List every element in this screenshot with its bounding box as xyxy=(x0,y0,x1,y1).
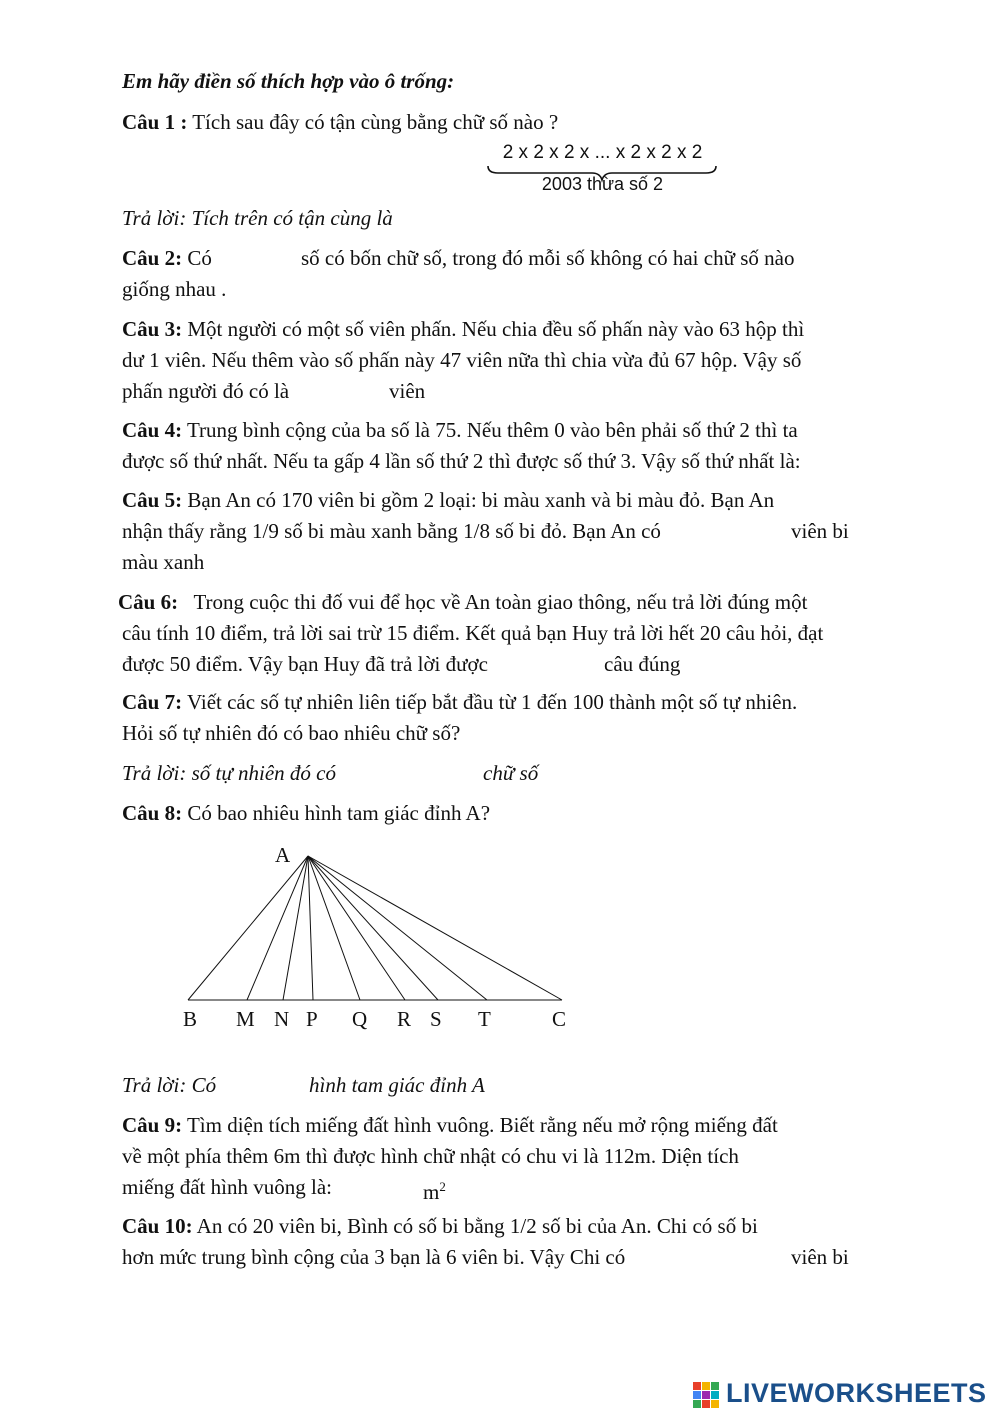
question-6-line-3: được 50 điểm. Vậy bạn Huy đã trả lời được xyxy=(122,652,488,676)
formula-product: 2 x 2 x 2 x ... x 2 x 2 x 2 xyxy=(502,142,703,163)
question-2-label: Câu 2: xyxy=(122,246,183,270)
segment-AT xyxy=(308,856,487,1000)
segment-AN xyxy=(283,856,308,1000)
question-2 xyxy=(122,245,212,271)
question-6 xyxy=(118,589,807,615)
figure-lines xyxy=(188,856,562,1000)
liveworksheets-logo xyxy=(692,1378,992,1408)
segment-AB xyxy=(188,856,308,1000)
question-8-answer: Trả lời: Có xyxy=(122,1073,217,1097)
formula-count: 2003 thừa số 2 xyxy=(541,174,664,194)
question-2-text-after: số có bốn chữ số, trong đó mỗi số không có hai chữ số nào xyxy=(301,246,795,270)
segment-AR xyxy=(308,856,405,1000)
question-3-label: Câu 3: xyxy=(122,317,183,341)
segment-AM xyxy=(247,856,308,1000)
point-label-C: C xyxy=(552,1007,567,1031)
question-6-line-2: câu tính 10 điểm, trả lời sai trừ 15 điểm. Kết quả bạn Huy trả lời hết 20 câu hỏi, đạt xyxy=(122,621,824,645)
question-8-label: Câu 8: xyxy=(122,801,183,825)
question-4-label: Câu 4: xyxy=(122,418,183,442)
question-7-label: Câu 7: xyxy=(122,690,183,714)
question-8 xyxy=(122,800,490,826)
question-6-text: Trong cuộc thi đố vui để học về An toàn giao thông, nếu trả lời đúng một xyxy=(178,590,808,614)
logo-text: LIVEWORKSHEETS xyxy=(726,1378,987,1408)
question-9-line-3: miếng đất hình vuông là: xyxy=(122,1175,332,1199)
question-9-label: Câu 9: xyxy=(122,1113,183,1137)
point-label-B: B xyxy=(183,1007,198,1031)
question-10 xyxy=(122,1213,758,1239)
segment-AS xyxy=(308,856,438,1000)
answer-blank-8[interactable] xyxy=(235,1073,303,1097)
question-6-label: Câu 6: xyxy=(118,590,179,614)
question-10-unit: viên bi xyxy=(791,1245,849,1269)
question-8-unit: hình tam giác đỉnh A xyxy=(309,1073,485,1097)
question-10-text: An có 20 viên bi, Bình có số bi bằng 1/2 số bi của An. Chi có số bi xyxy=(192,1214,758,1238)
answer-blank-2[interactable] xyxy=(225,246,295,270)
point-label-P: P xyxy=(306,1007,318,1031)
answer-blank-3[interactable] xyxy=(318,379,384,403)
question-5-text: Bạn An có 170 viên bi gồm 2 loại: bi màu xanh và bi màu đỏ. Bạn An xyxy=(182,488,775,512)
question-7-unit: chữ số xyxy=(483,761,539,785)
logo-blocks-icon xyxy=(692,1380,722,1410)
question-5 xyxy=(122,487,774,513)
question-1-text: Tích sau đây có tận cùng bằng chữ số nào ? xyxy=(187,110,559,134)
question-4-line-2: được số thứ nhất. Nếu ta gấp 4 lần số thứ 2 thì được số thứ 3. Vậy số thứ nhất là: xyxy=(122,449,801,473)
question-9 xyxy=(122,1112,778,1138)
point-label-R: R xyxy=(397,1007,412,1031)
answer-blank-1[interactable] xyxy=(440,206,600,230)
answer-blank-5[interactable] xyxy=(728,519,786,543)
instruction: Em hãy điền số thích hợp vào ô trống: xyxy=(122,69,455,93)
question-8-text: Có bao nhiêu hình tam giác đỉnh A? xyxy=(182,801,491,825)
question-7-line-2: Hỏi số tự nhiên đó có bao nhiêu chữ số? xyxy=(122,721,461,745)
point-label-M: M xyxy=(236,1007,255,1031)
question-9-line-2: về một phía thêm 6m thì được hình chữ nhật có chu vi là 112m. Diện tích xyxy=(122,1144,739,1168)
question-7 xyxy=(122,689,797,715)
answer-blank-10[interactable] xyxy=(690,1245,786,1269)
segment-AP xyxy=(308,856,313,1000)
question-3-line-3: phấn người đó có là xyxy=(122,379,290,403)
unit-exponent: 2 xyxy=(439,1179,446,1194)
question-5-unit: viên bi xyxy=(791,519,849,543)
question-9-unit xyxy=(423,1174,446,1205)
answer-blank-6[interactable] xyxy=(537,652,599,676)
question-7-text: Viết các số tự nhiên liên tiếp bắt đầu từ 1 đến 100 thành một số tự nhiên. xyxy=(182,690,798,714)
formula xyxy=(480,140,725,200)
point-label-S: S xyxy=(430,1007,442,1031)
question-2-line-2: giống nhau . xyxy=(122,277,227,301)
point-label-T: T xyxy=(478,1007,491,1031)
question-3 xyxy=(122,316,804,342)
question-5-line-3: màu xanh xyxy=(122,550,205,574)
question-5-label: Câu 5: xyxy=(122,488,183,512)
question-4-text: Trung bình cộng của ba số là 75. Nếu thêm 0 vào bên phải số thứ 2 thì ta xyxy=(182,418,798,442)
question-1-label: Câu 1 : xyxy=(122,110,188,134)
answer-blank-9[interactable] xyxy=(362,1175,418,1199)
question-10-label: Câu 10: xyxy=(122,1214,193,1238)
question-6-unit: câu đúng xyxy=(604,652,681,676)
triangle-figure xyxy=(175,840,595,1040)
segment-AC xyxy=(308,856,562,1000)
question-3-unit: viên xyxy=(389,379,426,403)
question-7-answer: Trả lời: số tự nhiên đó có xyxy=(122,761,336,785)
question-5-line-2: nhận thấy rằng 1/9 số bi màu xanh bằng 1/8 số bi đỏ. Bạn An có xyxy=(122,519,661,543)
question-1-answer: Trả lời: Tích trên có tận cùng là xyxy=(122,206,393,230)
question-3-line-2: dư 1 viên. Nếu thêm vào số phấn này 47 viên nữa thì chia vừa đủ 67 hộp. Vậy số xyxy=(122,348,802,372)
question-3-text: Một người có một số viên phấn. Nếu chia đều số phấn này vào 63 hộp thì xyxy=(182,317,805,341)
question-1 xyxy=(122,109,558,135)
point-label-Q: Q xyxy=(352,1007,368,1031)
unit-m: m xyxy=(423,1180,440,1204)
question-10-line-2: hơn mức trung bình cộng của 3 bạn là 6 viên bi. Vậy Chi có xyxy=(122,1245,626,1269)
point-label-N: N xyxy=(274,1007,290,1031)
answer-blank-7[interactable] xyxy=(366,761,476,785)
question-4 xyxy=(122,417,798,443)
question-9-text: Tìm diện tích miếng đất hình vuông. Biết rằng nếu mở rộng miếng đất xyxy=(182,1113,778,1137)
segment-AQ xyxy=(308,856,360,1000)
question-2-text: Có xyxy=(182,246,212,270)
apex-label: A xyxy=(275,843,291,867)
